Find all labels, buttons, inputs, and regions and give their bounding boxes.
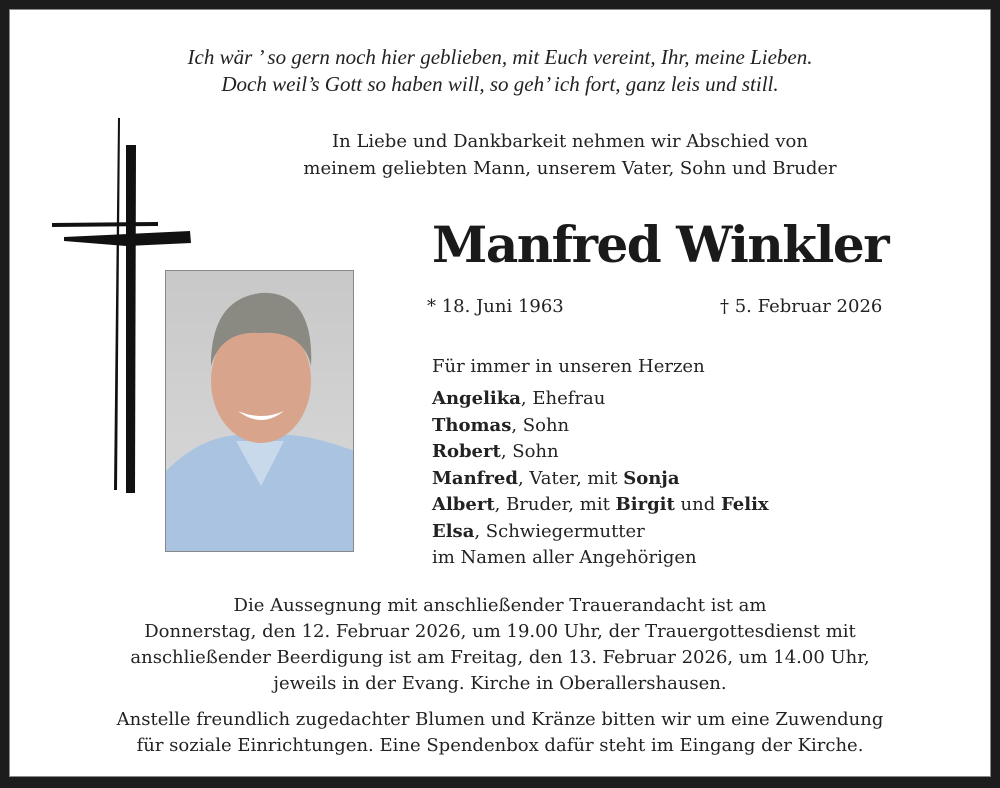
portrait-photo: [165, 270, 354, 552]
service-line-4: jeweils in der Evang. Kirche in Oberallershausen.: [273, 673, 727, 694]
intro-line-2: meinem geliebten Mann, unserem Vater, Sohn und Bruder: [303, 158, 837, 179]
service-line-2: Donnerstag, den 12. Februar 2026, um 19.00 Uhr, der Trauergottesdienst mit: [144, 621, 856, 642]
poem-line-2: Doch weil’s Gott so haben will, so geh’ ich fort, ganz leis und still.: [221, 72, 779, 96]
family-member: Albert, Bruder, mit Birgit und Felix: [432, 494, 769, 515]
portrait-figure-icon: [166, 271, 354, 552]
intro-line-1: In Liebe und Dankbarkeit nehmen wir Abschied von: [332, 131, 808, 152]
family-member: Elsa, Schwiegermutter: [432, 520, 645, 542]
donation-line-1: Anstelle freundlich zugedachter Blumen und Kränze bitten wir um eine Zuwendung: [116, 709, 884, 730]
family-list: [432, 386, 769, 572]
deceased-name: Manfred Winkler: [432, 215, 889, 274]
family-member: Thomas, Sohn: [432, 414, 570, 436]
birth-date: * 18. Juni 1963: [427, 296, 564, 317]
family-member: Manfred, Vater, mit Sonja: [432, 467, 680, 489]
family-closing: im Namen aller Angehörigen: [432, 547, 697, 568]
family-heading: Für immer in unseren Herzen: [432, 356, 705, 377]
donation-line-2: für soziale Einrichtungen. Eine Spendenbox dafür steht im Eingang der Kirche.: [136, 735, 864, 756]
family-member: Angelika, Ehefrau: [432, 388, 606, 409]
family-member: Robert, Sohn: [432, 441, 559, 462]
poem-line-1: Ich wär ’ so gern noch hier geblieben, mit Euch vereint, Ihr, meine Lieben.: [187, 45, 813, 69]
service-line-1: Die Aussegnung mit anschließender Trauerandacht ist am: [233, 595, 767, 616]
service-line-3: anschließender Beerdigung ist am Freitag, den 13. Februar 2026, um 14.00 Uhr,: [130, 647, 870, 668]
death-date: † 5. Februar 2026: [720, 296, 883, 317]
